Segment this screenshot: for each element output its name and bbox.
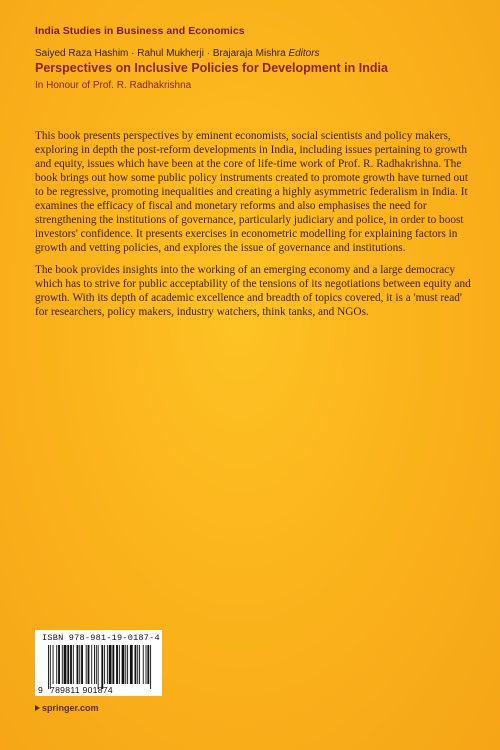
- barcode-bar: [91, 645, 92, 684]
- barcode-bar: [119, 645, 120, 684]
- barcode-bar: [94, 645, 95, 684]
- barcode-bar: [146, 645, 147, 684]
- barcode-bar: [79, 645, 80, 684]
- barcode-bar: [125, 645, 126, 684]
- barcode-bar: [98, 645, 99, 689]
- series-name: India Studies in Business and Economics: [35, 25, 245, 37]
- book-title: Perspectives on Inclusive Policies for Development in India: [35, 61, 388, 75]
- isbn-label: ISBN 978-981-19-0187-4: [42, 633, 160, 643]
- barcode-bar: [150, 645, 151, 689]
- barcode-bar: [130, 645, 133, 684]
- barcode-digits: 789811 901874: [50, 685, 114, 695]
- barcode-bar: [86, 645, 87, 684]
- barcode-bar: [122, 645, 125, 684]
- barcode-bar: [109, 645, 112, 684]
- arrow-icon: [35, 705, 40, 711]
- back-cover-blurb: [35, 129, 475, 327]
- barcode-bar: [104, 645, 105, 684]
- barcode-bar: [135, 645, 137, 684]
- barcode-bar: [107, 645, 108, 684]
- barcode-bar: [112, 645, 114, 684]
- barcode-bar: [64, 645, 67, 684]
- barcode-bar: [143, 645, 144, 684]
- barcode-bar: [48, 645, 49, 689]
- barcode-bar: [137, 645, 138, 684]
- barcode-bar: [127, 645, 128, 684]
- editors-line: [35, 48, 320, 59]
- barcode-bar: [67, 645, 69, 684]
- editors-role: Editors: [288, 48, 320, 59]
- barcode-bar: [147, 645, 149, 684]
- barcode-box: [35, 630, 162, 696]
- barcode-number: [38, 685, 159, 695]
- barcode-first-digit: 9: [38, 685, 44, 695]
- barcode-bar: [88, 645, 90, 684]
- blurb-paragraph-1: This book presents perspectives by eminent economists, social scientists and policy makers, exploring in depth the post-reform developments in India, including issues pertaining to growth and equity, issues which have been at the core of life-time work of Prof. R. Radhakrishna. The book brings out how some public policy instruments created to promote growth have turned out to be regressive, promoting inequalities and creating a highly asymmetric federalism in India. It examines the efficacy of fiscal and monetary reforms and also emphasises the need for strengthening the institutions of governance, particularly judiciary and police, in order to boost investors' confidence. It presents exercises in econometric modelling for explaining factors in growth and vetting policies, and explores the issue of governance and institutions.: [35, 130, 468, 254]
- barcode-bar: [53, 645, 54, 684]
- barcode-bar: [81, 645, 83, 684]
- barcode-bar: [101, 645, 103, 689]
- publisher-link[interactable]: [35, 703, 99, 713]
- barcode-bars: [48, 645, 152, 689]
- barcode-bar: [139, 645, 140, 684]
- barcode-bar: [96, 645, 97, 684]
- barcode-bar: [50, 645, 51, 689]
- blurb-paragraph-2: The book provides insights into the working of an emerging economy and a large democracy which has to strive for public acceptability of the tensions of its negotiations between equity and growth. With its depth of academic excellence and breadth of topics covered, it is a 'must read' for researchers, policy makers, industry watchers, think tanks, and NGOs.: [35, 264, 471, 318]
- barcode-bar: [73, 645, 74, 684]
- barcode-bar: [58, 645, 60, 684]
- barcode-bar: [116, 645, 118, 684]
- barcode-bar: [62, 645, 63, 684]
- publisher-link-text: springer.com: [42, 703, 99, 713]
- barcode-bar: [56, 645, 57, 684]
- editor-names: Saiyed Raza Hashim · Rahul Mukherji · Brajaraja Mishra: [35, 48, 286, 59]
- book-subtitle: In Honour of Prof. R. Radhakrishna: [35, 80, 192, 91]
- barcode-bar: [77, 645, 79, 684]
- barcode-bar: [70, 645, 72, 684]
